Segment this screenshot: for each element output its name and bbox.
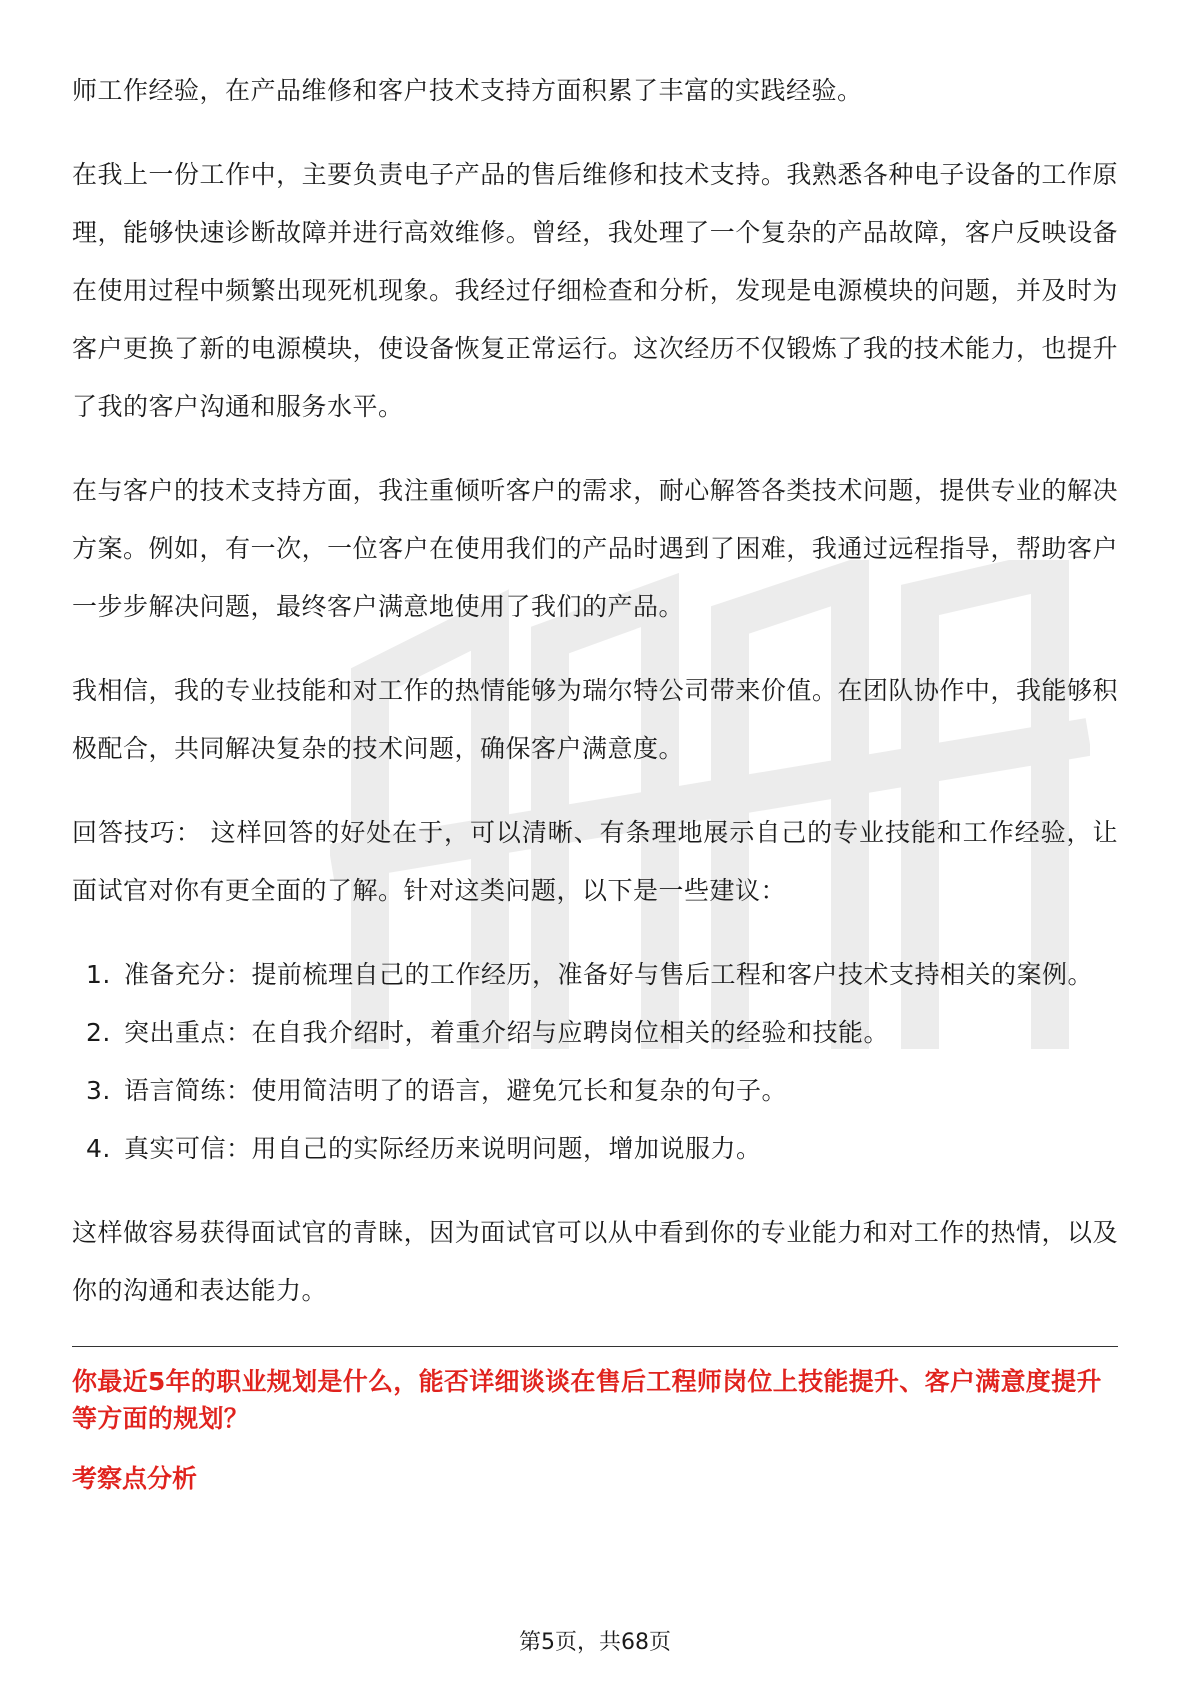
list-number: 1.: [86, 960, 111, 989]
paragraph-answer-tips: 回答技巧： 这样回答的好处在于，可以清晰、有条理地展示自己的专业技能和工作经验，让面试官对你有更全面的了解。针对这类问题，以下是一些建议：: [72, 818, 1118, 905]
list-item-text: 真实可信：用自己的实际经历来说明问题，增加说服力。: [124, 1134, 762, 1163]
list-item: [72, 1120, 1118, 1178]
question-heading: 你最近5年的职业规划是什么，能否详细谈谈在售后工程师岗位上技能提升、客户满意度提升等方面的规划？: [72, 1367, 1102, 1433]
paragraph-previous-job: 在我上一份工作中，主要负责电子产品的售后维修和技术支持。我熟悉各种电子设备的工作原理，能够快速诊断故障并进行高效维修。曾经，我处理了一个复杂的产品故障，客户反映设备在使用过程中频繁出现死机现象。我经过仔细检查和分析，发现是电源模块的问题，并及时为客户更换了新的电源模块，使设备恢复正常运行。这次经历不仅锻炼了我的技术能力，也提升了我的客户沟通和服务水平。: [72, 160, 1118, 421]
paragraph-closing: 这样做容易获得面试官的青睐，因为面试官可以从中看到你的专业能力和对工作的热情，以及你的沟通和表达能力。: [72, 1218, 1118, 1305]
list-item-text: 语言简练：使用简洁明了的语言，避免冗长和复杂的句子。: [124, 1076, 788, 1105]
paragraph-tech-support: 在与客户的技术支持方面，我注重倾听客户的需求，耐心解答各类技术问题，提供专业的解决方案。例如，有一次，一位客户在使用我们的产品时遇到了困难，我通过远程指导，帮助客户一步步解决问题，最终客户满意地使用了我们的产品。: [72, 476, 1118, 621]
list-item-text: 突出重点：在自我介绍时，着重介绍与应聘岗位相关的经验和技能。: [124, 1018, 890, 1047]
list-item: [72, 1004, 1118, 1062]
list-item: [72, 1062, 1118, 1120]
list-number: 4.: [86, 1134, 111, 1163]
list-item-text: 准备充分：提前梳理自己的工作经历，准备好与售后工程和客户技术支持相关的案例。: [124, 960, 1094, 989]
section-divider: [72, 1346, 1118, 1347]
paragraph-value: 我相信，我的专业技能和对工作的热情能够为瑞尔特公司带来价值。在团队协作中，我能够积极配合，共同解决复杂的技术问题，确保客户满意度。: [72, 676, 1118, 763]
page-footer: 第5页，共68页: [519, 1630, 671, 1655]
paragraph-intro-continued: 师工作经验，在产品维修和客户技术支持方面积累了丰富的实践经验。: [72, 76, 863, 105]
list-number: 2.: [86, 1018, 111, 1047]
list-number: 3.: [86, 1076, 111, 1105]
section-title: 考察点分析: [72, 1464, 198, 1493]
tips-list: [72, 946, 1118, 1178]
main-content: [72, 62, 1118, 1499]
list-item: [72, 946, 1118, 1004]
